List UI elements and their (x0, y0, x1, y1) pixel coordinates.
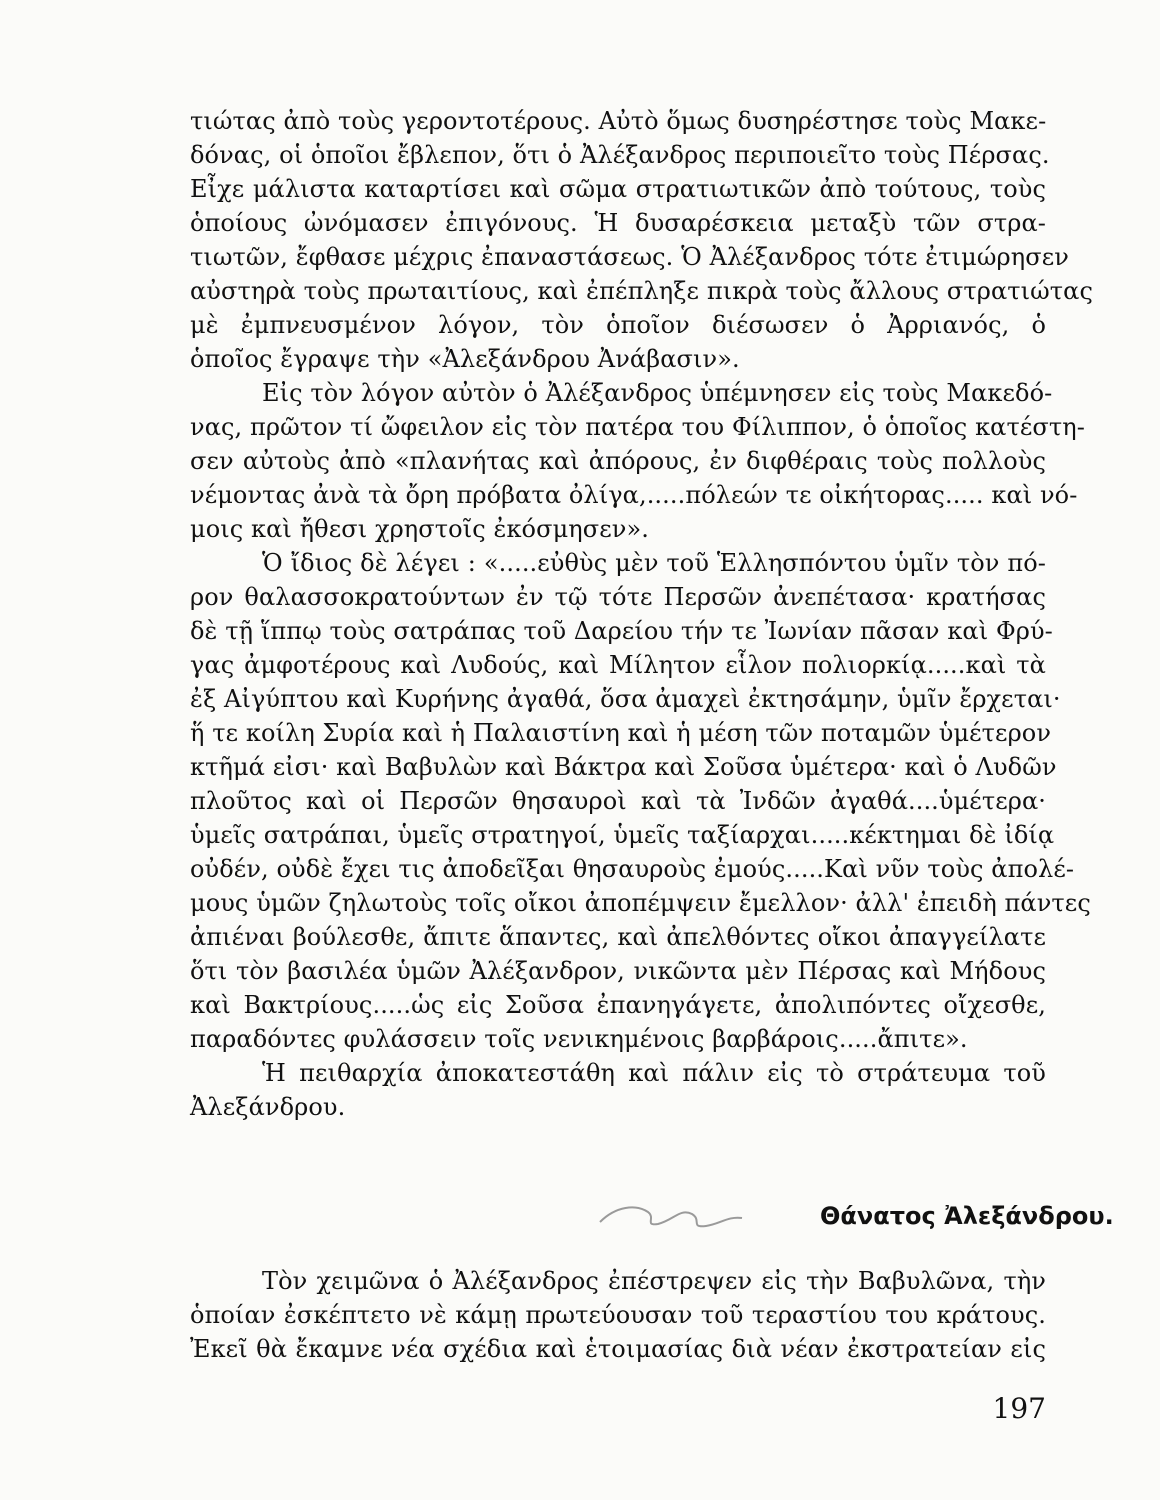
paragraph-4 (190, 1056, 1046, 1124)
text-line: Ἡ πειθαρχία ἀποκατεστάθη καὶ πάλιν εἰς τὸ στράτευμα τοῦ (262, 1059, 1046, 1087)
paragraph-2 (190, 376, 1085, 546)
text-line: ὁποίους ὠνόμασεν ἐπιγόνους. Ἡ δυσαρέσκεια μεταξὺ τῶν στρα- (190, 209, 1046, 237)
text-line: ἥ τε κοίλη Συρία καὶ ἡ Παλαιστίνη καὶ ἡ μέση τῶν ποταμῶν ὑμέτερον (190, 719, 1052, 747)
text-line: δόνας, οἱ ὁποῖοι ἔβλεπον, ὅτι ὁ Ἀλέξανδρος περιποιεῖτο τοὺς Πέρσας. (190, 141, 1050, 169)
text-line: Εἶχε μάλιστα καταρτίσει καὶ σῶμα στρατιωτικῶν ἀπὸ τούτους, τοὺς (190, 175, 1046, 203)
text-line: ρον θαλασσοκρατούντων ἐν τῷ τότε Περσῶν ἀνεπέτασα· κρατήσας (190, 583, 1046, 611)
text-line: Ἀλεξάνδρου. (190, 1093, 346, 1121)
paragraph-5 (190, 1264, 1046, 1366)
text-line: Εἰς τὸν λόγον αὐτὸν ὁ Ἀλέξανδρος ὑπέμνησεν εἰς τοὺς Μακεδό- (262, 379, 1053, 407)
text-line: μὲ ἐμπνευσμένον λόγον, τὸν ὁποῖον διέσωσεν ὁ Ἀρριανός, ὁ (190, 311, 1046, 339)
text-line: μους ὑμῶν ζηλωτοὺς τοῖς οἴκοι ἀποπέμψειν ἔμελλον· ἀλλ' ἐπειδὴ πάντες (190, 889, 1091, 917)
text-line: ὑμεῖς σατράπαι, ὑμεῖς στρατηγοί, ὑμεῖς ταξίαρχαι.....κέκτημαι δὲ ἰδίᾳ (190, 821, 1055, 849)
text-line: ὁποίαν ἐσκέπτετο νὲ κάμῃ πρωτεύουσαν τοῦ τεραστίου του κράτους. (190, 1301, 1046, 1329)
text-line: αὐστηρὰ τοὺς πρωταιτίους, καὶ ἐπέπληξε πικρὰ τοὺς ἄλλους στρατιώτας (190, 277, 1094, 305)
text-line: Ἐκεῖ θὰ ἔκαμνε νέα σχέδια καὶ ἑτοιμασίας διὰ νέαν ἐκστρατείαν εἰς (190, 1335, 1046, 1363)
text-line: δὲ τῇ ἵππῳ τοὺς σατράπας τοῦ Δαρείου τήν τε Ἰωνίαν πᾶσαν καὶ Φρύ- (190, 617, 1053, 645)
text-line: οὐδέν, οὐδὲ ἔχει τις ἀποδεῖξαι θησαυροὺς ἐμούς.....Καὶ νῦν τοὺς ἀπολέ- (190, 855, 1075, 883)
text-line: τιωτῶν, ἔφθασε μέχρις ἐπαναστάσεως. Ὁ Ἀλέξανδρος τότε ἐτιμώρησεν (190, 243, 1069, 271)
text-line: ὁποῖος ἔγραψε τὴν «Ἀλεξάνδρου Ἀνάβασιν». (190, 345, 740, 373)
paragraph-1 (190, 104, 1094, 376)
page-number: 197 (992, 1392, 1046, 1425)
text-line: Τὸν χειμῶνα ὁ Ἀλέξανδρος ἐπέστρεψεν εἰς τὴν Βαβυλῶνα, τὴν (262, 1267, 1046, 1295)
text-line: παραδόντες φυλάσσειν τοῖς νενικημένοις βαρβάροις.....ἄπιτε». (190, 1025, 968, 1053)
text-line: πλοῦτος καὶ οἱ Περσῶν θησαυροὶ καὶ τὰ Ἰνδῶν ἀγαθά....ὑμέτερα· (190, 787, 1046, 815)
text-line: νέμοντας ἀνὰ τὰ ὄρη πρόβατα ὀλίγα,.....πόλεών τε οἰκήτορας..... καὶ νό- (190, 481, 1078, 509)
text-line: Ὁ ἴδιος δὲ λέγει : «.....εὐθὺς μὲν τοῦ Ἑλλησπόντου ὑμῖν τὸν πό- (262, 549, 1046, 577)
paragraph-3 (190, 546, 1091, 1056)
handwritten-mark-icon (596, 1196, 746, 1232)
text-line: ἀπιέναι βούλεσθε, ἄπιτε ἅπαντες, καὶ ἀπελθόντες οἴκοι ἀπαγγείλατε (190, 923, 1046, 951)
text-line: γας ἀμφοτέρους καὶ Λυδούς, καὶ Μίλητον εἷλον πολιορκίᾳ.....καὶ τὰ (190, 651, 1046, 679)
text-line: ἐξ Αἰγύπτου καὶ Κυρήνης ἀγαθά, ὅσα ἀμαχεὶ ἐκτησάμην, ὑμῖν ἔρχεται· (190, 685, 1061, 713)
text-line: τιώτας ἀπὸ τοὺς γεροντοτέρους. Αὐτὸ ὅμως δυσηρέστησε τοὺς Μακε- (190, 107, 1047, 135)
text-line: σεν αὐτοὺς ἀπὸ «πλανήτας καὶ ἀπόρους, ἐν διφθέραις τοὺς πολλοὺς (190, 447, 1046, 475)
text-line: ὅτι τὸν βασιλέα ὑμῶν Ἀλέξανδρον, νικῶντα μὲν Πέρσας καὶ Μήδους (190, 957, 1046, 985)
section-heading: Θάνατος Ἀλεξάνδρου. (820, 1202, 1114, 1230)
text-line: μοις καὶ ἤθεσι χρηστοῖς ἐκόσμησεν». (190, 515, 649, 543)
text-line: καὶ Βακτρίους.....ὡς εἰς Σοῦσα ἐπανηγάγετε, ἀπολιπόντες οἴχεσθε, (190, 991, 1046, 1019)
text-line: νας, πρῶτον τί ὤφειλον εἰς τὸν πατέρα του Φίλιππον, ὁ ὁποῖος κατέστη- (190, 413, 1085, 441)
text-line: κτῆμά εἰσι· καὶ Βαβυλὼν καὶ Βάκτρα καὶ Σοῦσα ὑμέτερα· καὶ ὁ Λυδῶν (190, 753, 1057, 781)
